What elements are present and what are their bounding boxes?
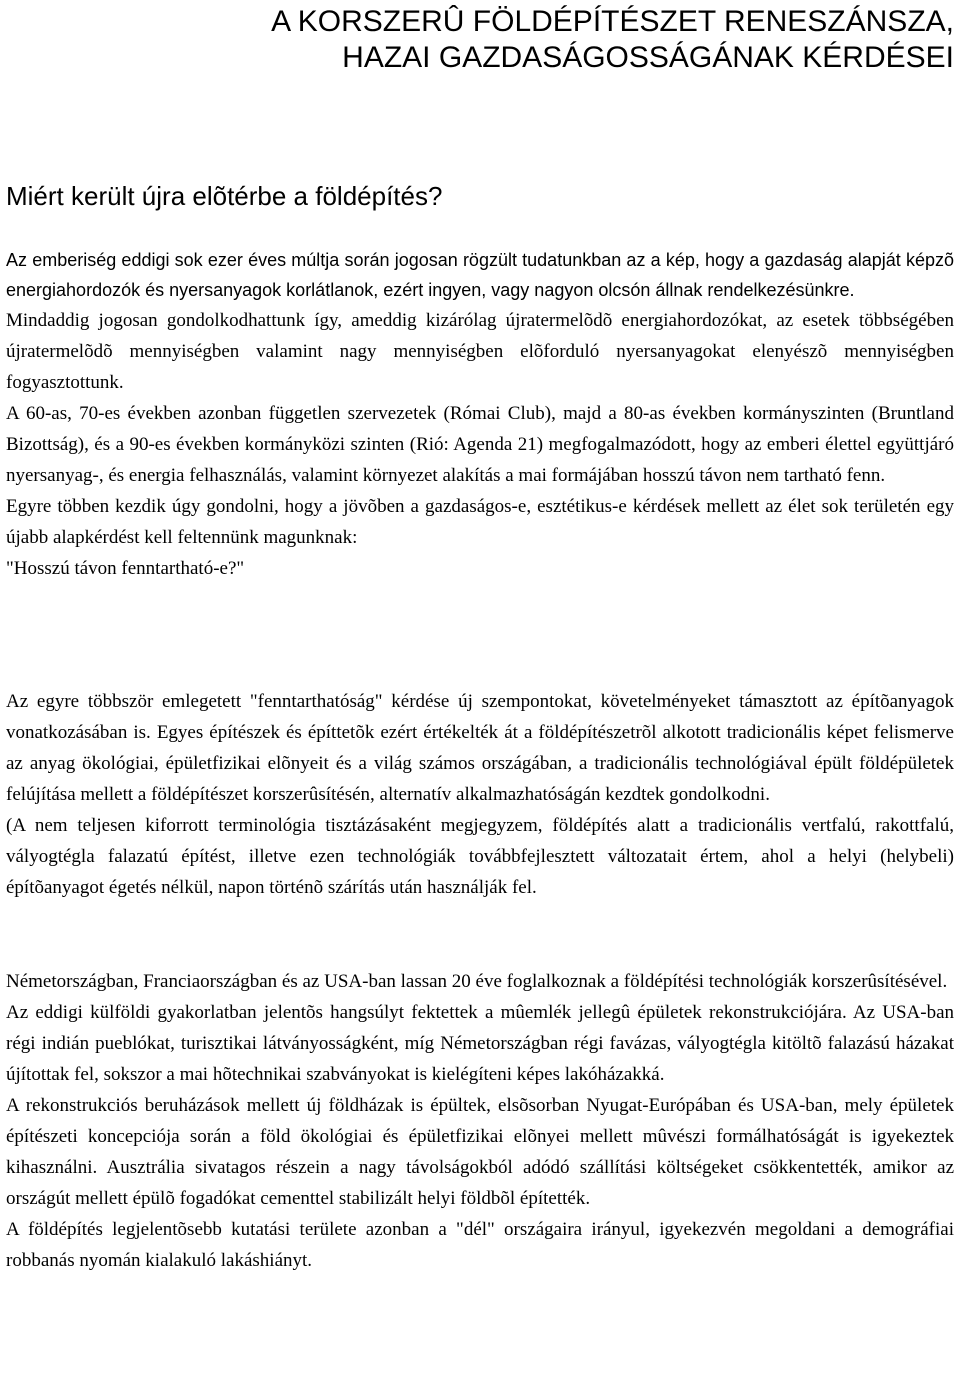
paragraph: A 60-as, 70-es években azonban független szervezetek (Római Club), majd a 80-as években kormányszinten (Bruntland Bizottság), és a 90-es években kormányközi szinten (Rió: Agenda 21) megfogalmazódott, hogy az emberi élettel együttjáró nyersanyag-, és energia felhasználás, valamint környezet alakítás a mai formájában hosszú távon nem tartható fenn. xyxy=(6,403,954,486)
international-section xyxy=(6,966,954,1276)
paragraph: Mindaddig jogosan gondolkodhattunk így, ameddig kizárólag újratermelõdõ energiahordozókat, az esetek többségében újratermelõdõ mennyiségben valamint nagy mennyiségben elõforduló nyersanyagokat elenyészõ mennyiségben fogyasztottunk. xyxy=(6,310,954,393)
paragraph-terminology-note: (A nem teljesen kiforrott terminológia tisztázásaként megjegyzem, földépítés alatt a tradicionális vertfalú, rakottfalú, vályogtégla falazatú építést, illetve ezen technológiák továbbfejlesztett változatait értem, ahol a helyi (helybeli) építõanyagot égetés nélkül, napon történõ szárítás után használják fel. xyxy=(6,815,954,898)
paragraph: Az egyre többször emlegetett "fenntarthatóság" kérdése új szempontokat, követelményeket támasztott az építõanyagok vonatkozásában is. Egyes építészek és építtetõk ezért értékelték át a földépítészetrõl alkotott tradicionális képet felismerve az anyag ökológiai, épületfizikai elõnyeit és a világ számos országában, a tradicionális technológiával épült földépületek felújítása mellett a földépítészet korszerûsítésén, alternatív alkalmazhatóságán kezdtek gondolkodni. xyxy=(6,691,954,805)
paragraph: Az eddigi külföldi gyakorlatban jelentõs hangsúlyt fektettek a mûemlék jellegû épületek rekonstrukciójára. Az USA-ban régi indián pueblókat, turisztikai látványosságként, míg Németországban régi favázas, vályogtégla kitöltõ falazású házakat újítottak fel, sokszor a mai hõtechnikai szabványokat is kielégíteni képes lakóházakká. xyxy=(6,1002,954,1085)
sustainability-section xyxy=(6,686,954,903)
quote-line: "Hosszú távon fenntartható-e?" xyxy=(6,558,245,579)
paragraph: Németországban, Franciaországban és az USA-ban lassan 20 éve foglalkoznak a földépítési technológiák korszerûsítésével. xyxy=(6,971,948,992)
title-line-2: HAZAI GAZDASÁGOSSÁGÁNAK KÉRDÉSEI xyxy=(342,41,954,74)
intro-section xyxy=(6,245,954,584)
title-line-1: A KORSZERÛ FÖLDÉPÍTÉSZET RENESZÁNSZA, xyxy=(271,5,954,38)
section-heading: Miért került újra elõtérbe a földépítés? xyxy=(6,181,443,211)
paragraph: Egyre többen kezdik úgy gondolni, hogy a jövõben a gazdaságos-e, esztétikus-e kérdések mellett az élet sok területén egy újabb alapkérdést kell feltennünk magunknak: xyxy=(6,496,954,548)
paragraph-intro: Az emberiség eddigi sok ezer éves múltja során jogosan rögzült tudatunkban az a kép, hogy a gazdaság alapját képzõ energiahordozók és nyersanyagok korlátlanok, ezért ingyen, vagy nagyon olcsón állnak rendelkezésünkre. xyxy=(6,250,954,300)
paragraph: A rekonstrukciós beruházások mellett új földházak is épültek, elsõsorban Nyugat-Európában és USA-ban, mely épületek építészeti koncepciója során a föld ökológiai és épületfizikai elõnyei mellett mûvészi formálhatóságát is igyekeztek kihasználni. Ausztrália sivatagos részein a nagy távolságokból adódó szállítási költségeket csökkentették, amikor az országút mellett épülõ fogadókat cementtel stabilizált helyi földbõl építették. xyxy=(6,1095,954,1209)
document-title xyxy=(6,4,954,76)
document-page xyxy=(6,0,954,1271)
paragraph: A földépítés legjelentõsebb kutatási területe azonban a "dél" országaira irányul, igyekezvén megoldani a demográfiai robbanás nyomán kialakuló lakáshiányt. xyxy=(6,1219,954,1271)
